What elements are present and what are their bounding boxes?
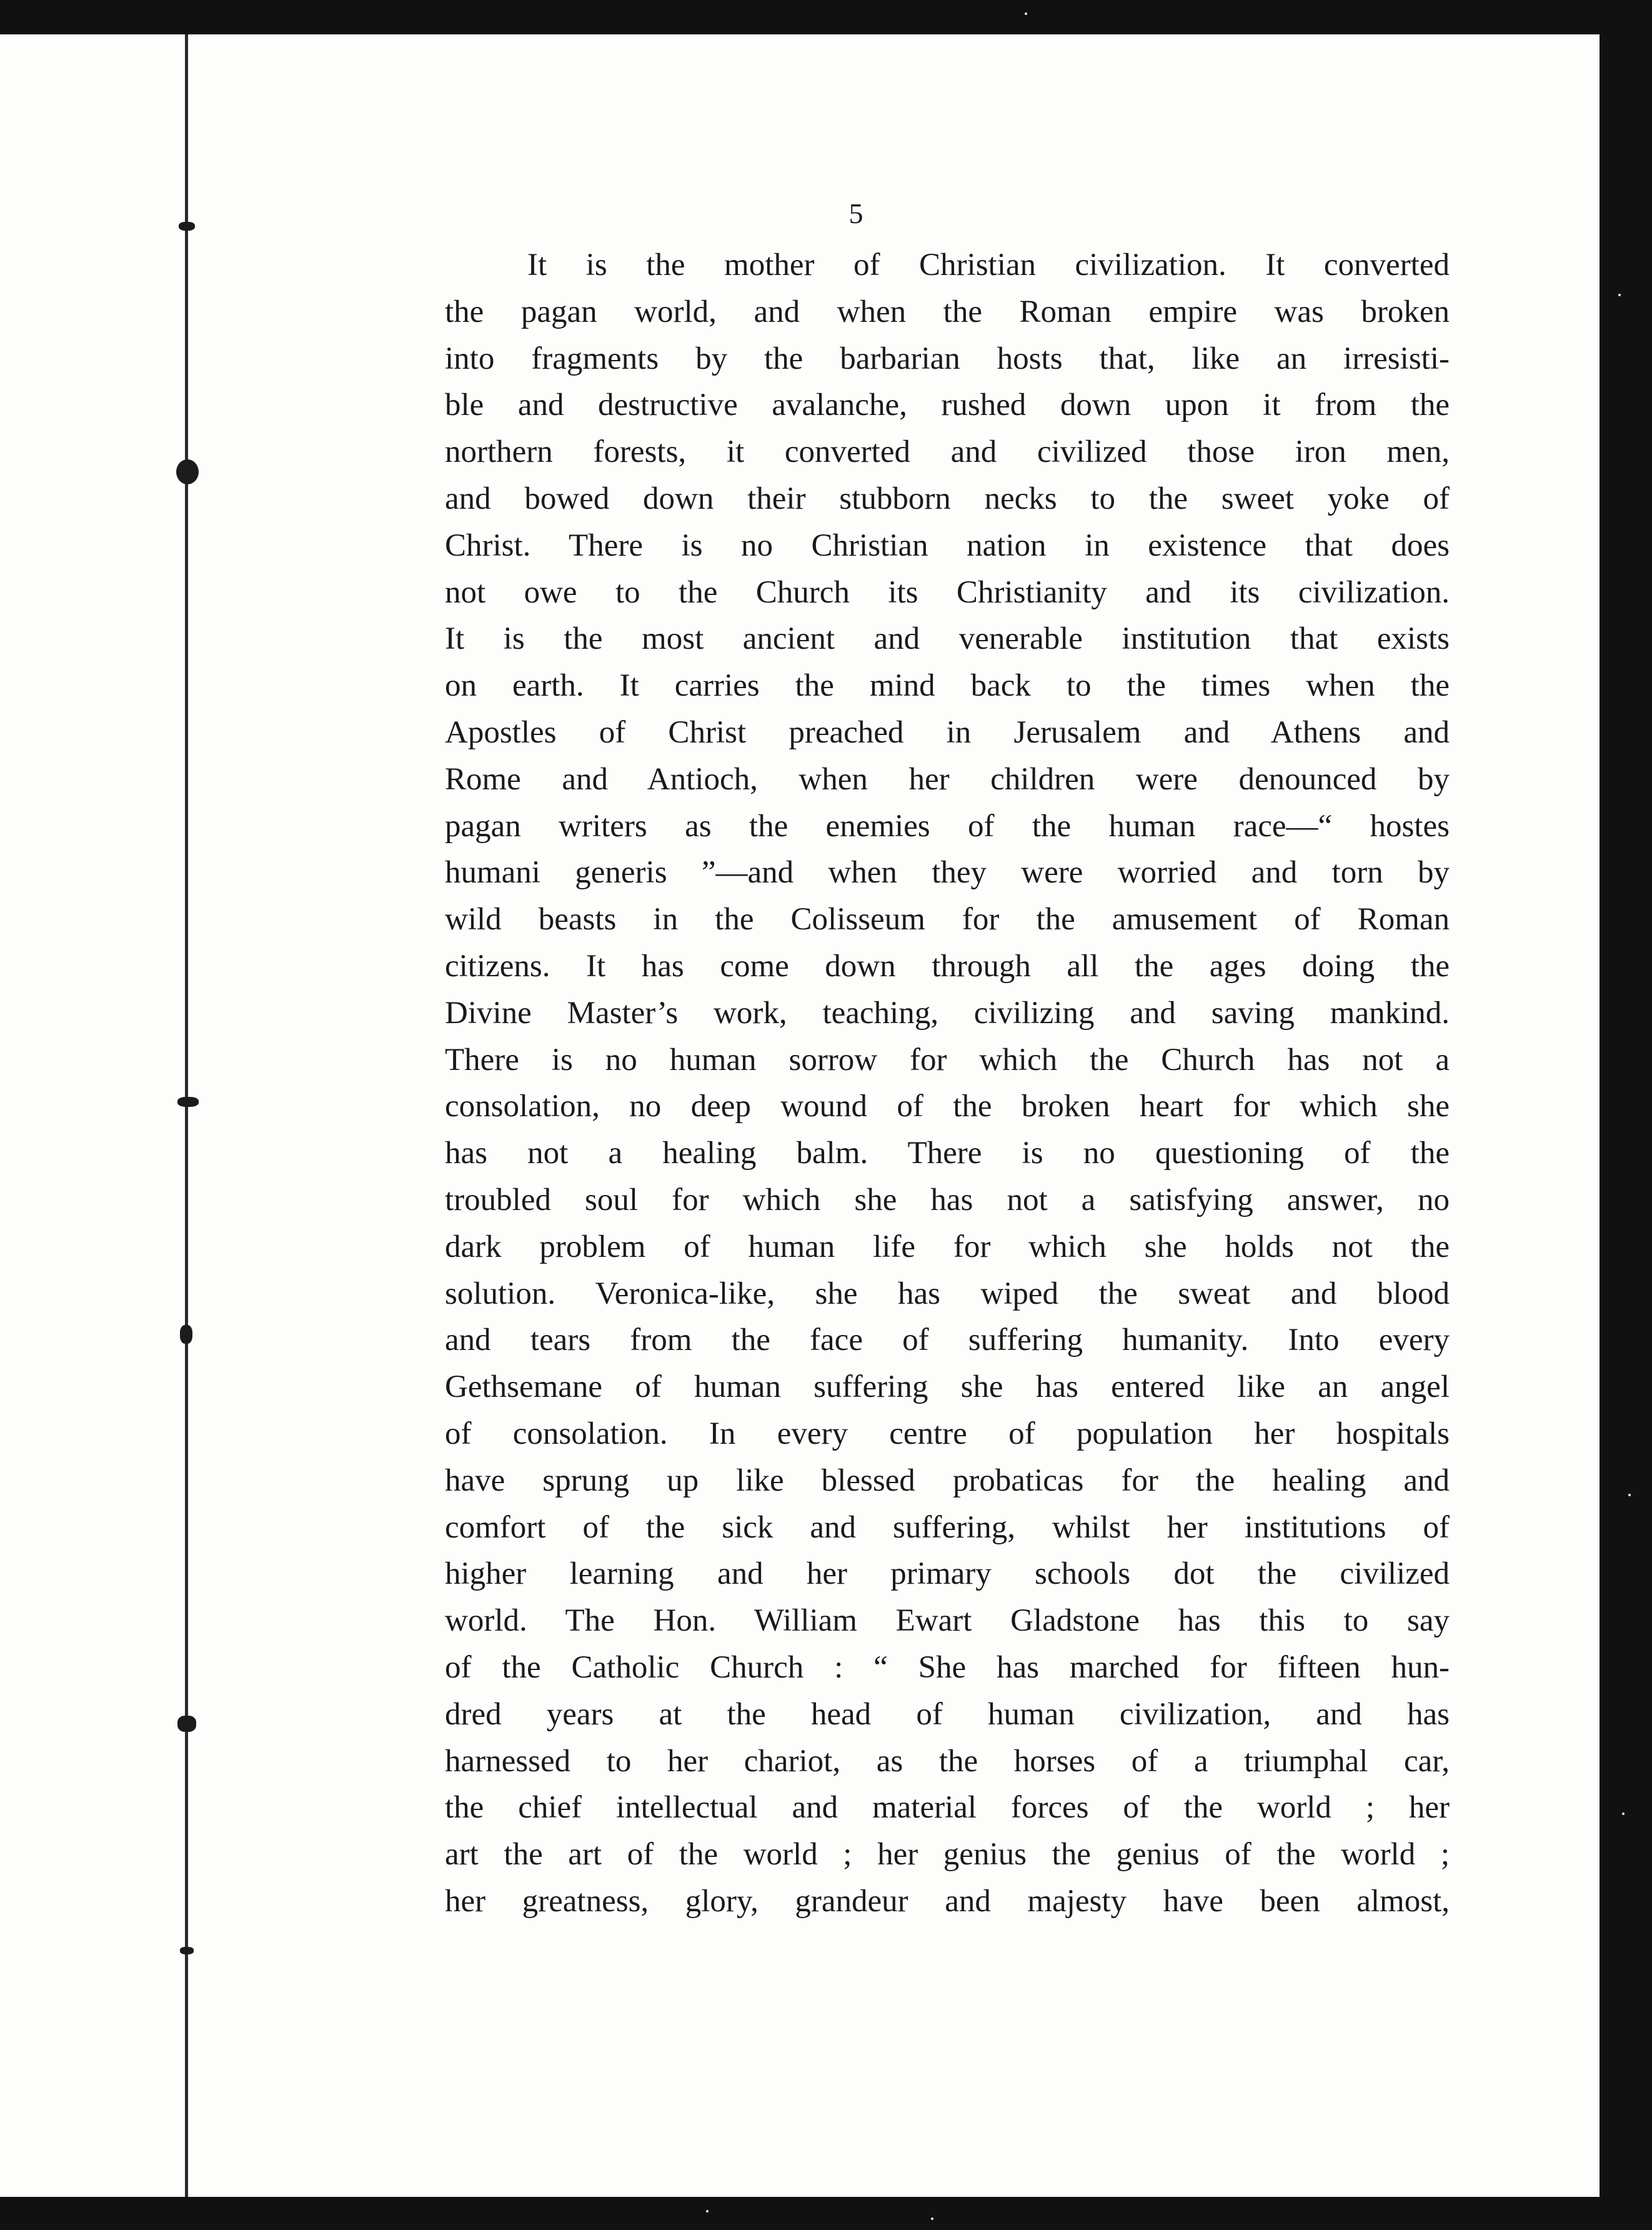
text-line: There is no human sorrow for which the Church has not a [445,1042,1450,1078]
text-line: the chief intellectual and material forces of the world ; her [445,1790,1450,1826]
text-line: dark problem of human life for which she holds not the [445,1229,1450,1264]
text-line: comfort of the sick and suffering, whilst her institutions of [445,1509,1450,1545]
text-line: higher learning and her primary schools dot the civilized [445,1556,1450,1592]
text-line: and bowed down their stubborn necks to the sweet yoke of [445,481,1450,516]
text-line: of consolation. In every centre of population her hospitals [445,1416,1450,1451]
text-line: and tears from the face of suffering humanity. Into every [445,1322,1450,1358]
text-line: Apostles of Christ preached in Jerusalem and Athens and [445,714,1450,750]
text-line: It is the most ancient and venerable institution that exists [445,621,1450,657]
scan-speck [706,2210,709,2212]
text-line: have sprung up like blessed probaticas for the healing and [445,1462,1450,1498]
text-line: world. The Hon. William Ewart Gladstone has this to say [445,1603,1450,1639]
scan-speck [1628,1494,1631,1496]
text-line: her greatness, glory, grandeur and majesty have been almost, [445,1883,1450,1919]
text-line: the pagan world, and when the Roman empire was broken [445,294,1450,329]
scan-speck [1025,12,1027,15]
text-line: Rome and Antioch, when her children were denounced by [445,761,1450,797]
text-line: has not a healing balm. There is no questioning of the [445,1136,1450,1171]
text-line: dred years at the head of human civilization, and has [445,1696,1450,1732]
binding-stitch-mark [177,1716,196,1732]
text-line: Christ. There is no Christian nation in existence that does [445,528,1450,563]
binding-stitch-mark [180,1947,194,1954]
text-line: harnessed to her chariot, as the horses of a triumphal car, [445,1743,1450,1779]
text-line: pagan writers as the enemies of the human race—“ hostes [445,808,1450,844]
text-line: on earth. It carries the mind back to the times when the [445,668,1450,704]
binding-line [185,34,188,2197]
text-line: into fragments by the barbarian hosts that, like an irresisti- [445,341,1450,376]
scan-speck [931,2218,933,2220]
text-line: of the Catholic Church : “ She has marched for fifteen hun- [445,1649,1450,1685]
text-line: troubled soul for which she has not a satisfying answer, no [445,1182,1450,1218]
scanned-page [0,34,1600,2197]
page-number: 5 [848,198,863,229]
text-line: consolation, no deep wound of the broken heart for which she [445,1089,1450,1124]
binding-stitch-mark [180,1325,192,1344]
text-line: not owe to the Church its Christianity and its civilization. [445,574,1450,610]
text-line: wild beasts in the Colisseum for the amusement of Roman [445,902,1450,938]
text-line: Gethsemane of human suffering she has entered like an angel [445,1369,1450,1405]
text-line: citizens. It has come down through all the ages doing the [445,948,1450,984]
scan-speck [1622,1812,1625,1815]
text-line: ble and destructive avalanche, rushed down upon it from the [445,388,1450,423]
scan-speck [1618,294,1621,296]
text-line: solution. Veronica-like, she has wiped the sweat and blood [445,1276,1450,1311]
body-text [445,242,1450,1925]
text-line: Divine Master’s work, teaching, civilizing and saving mankind. [445,995,1450,1031]
text-line: art the art of the world ; her genius the genius of the world ; [445,1837,1450,1872]
binding-stitch-mark [177,1097,199,1107]
text-line: humani generis ”—and when they were worried and torn by [445,855,1450,891]
binding-stitch-mark [176,459,199,484]
text-line: It is the mother of Christian civilization. It converted [527,248,1450,282]
text-line: northern forests, it converted and civilized those iron men, [445,434,1450,470]
